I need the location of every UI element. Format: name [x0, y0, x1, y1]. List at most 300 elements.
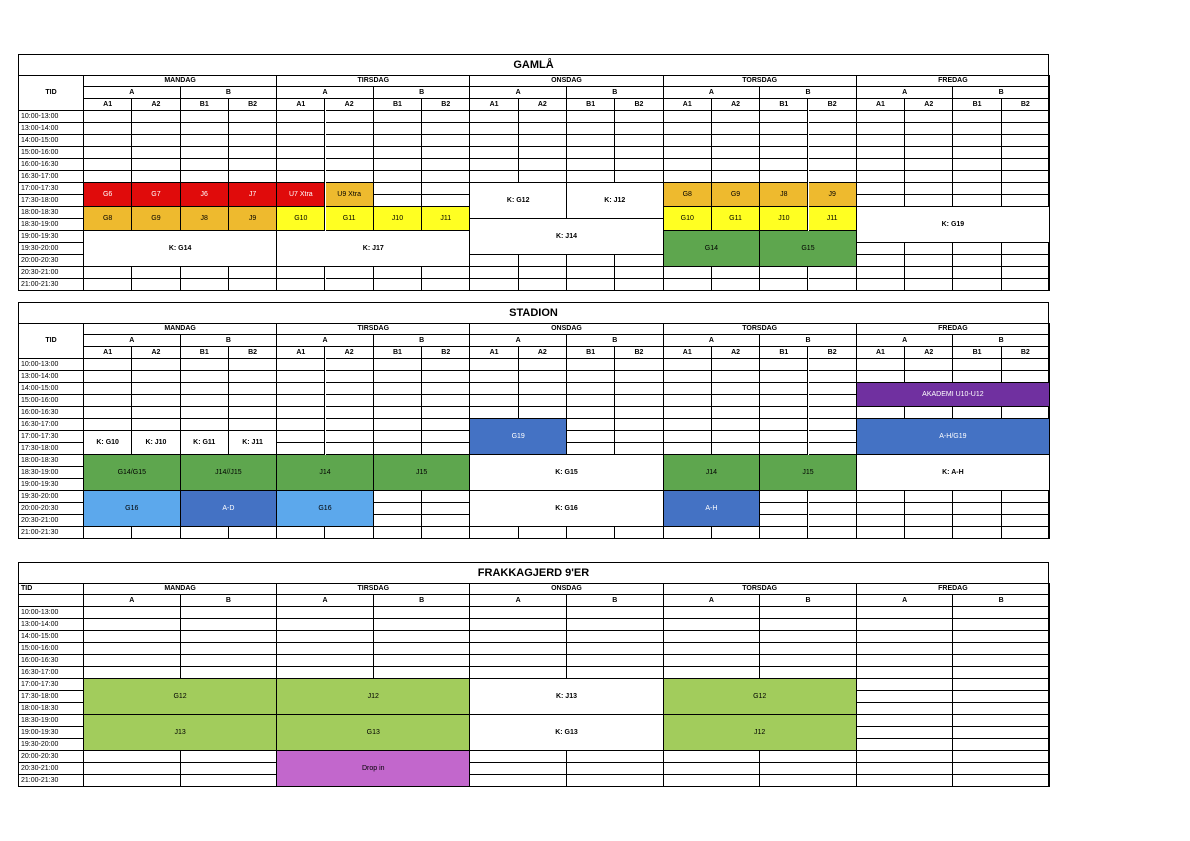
gamla-grid-cell	[905, 123, 953, 135]
gamla-grid-cell	[905, 279, 953, 291]
frakkagjerd-grid-cell	[181, 655, 278, 667]
stadion-grid-cell	[470, 407, 518, 419]
stadion-man-kj10: K: J10	[132, 431, 180, 455]
stadion-title: STADION	[19, 303, 1048, 324]
stadion-grid-cell	[181, 371, 229, 383]
gamla-grid-cell	[760, 279, 808, 291]
frakkagjerd-day-0: MANDAG	[84, 583, 277, 595]
gamla-grid-cell	[181, 159, 229, 171]
stadion-grid-cell	[809, 527, 857, 539]
frakkagjerd-grid-cell	[84, 667, 181, 679]
frakkagjerd-grid-cell	[953, 667, 1050, 679]
stadion-grid-cell	[181, 359, 229, 371]
frakkagjerd-grid-cell	[567, 751, 664, 763]
gamla-grid-cell	[567, 267, 615, 279]
stadion-sub-2-0: A1	[470, 347, 518, 359]
gamla-grid-cell	[905, 171, 953, 183]
stadion-grid-cell	[905, 371, 953, 383]
gamla-grid-cell	[857, 123, 905, 135]
stadion-grid-cell	[374, 443, 422, 455]
gamla-grid-cell	[422, 279, 470, 291]
frakkagjerd-grid-cell	[953, 619, 1050, 631]
frakkagjerd-time-row: 15:00-16:00	[19, 643, 84, 655]
gamla-grid-cell	[84, 135, 132, 147]
gamla-fre-kg19: K: G19	[857, 207, 1050, 243]
stadion-grid-cell	[277, 527, 325, 539]
stadion-grid-cell	[1002, 527, 1050, 539]
gamla-grid-cell	[1002, 243, 1050, 255]
gamla-half-3-1: B	[760, 87, 857, 99]
stadion-grid-cell	[326, 395, 374, 407]
gamla-day-3: TORSDAG	[664, 75, 857, 87]
stadion-day-2: ONSDAG	[470, 323, 663, 335]
frakkagjerd-half-1-0: A	[277, 595, 374, 607]
stadion-grid-cell	[470, 359, 518, 371]
stadion-grid-cell	[374, 515, 422, 527]
stadion-grid-cell	[84, 395, 132, 407]
stadion-grid-cell	[277, 431, 325, 443]
stadion-grid-cell	[615, 383, 663, 395]
gamla-grid-cell	[664, 135, 712, 147]
frakkagjerd-grid-cell	[470, 631, 567, 643]
frakkagjerd-grid-cell	[84, 619, 181, 631]
stadion-grid-cell	[277, 359, 325, 371]
stadion-grid-cell	[422, 515, 470, 527]
stadion-tor-ah: A-H	[664, 491, 761, 527]
gamla-grid-cell	[1002, 135, 1050, 147]
stadion-grid-cell	[470, 527, 518, 539]
frak-tor-j12: J12	[664, 715, 857, 751]
gamla-grid-cell	[422, 111, 470, 123]
gamla-grid-cell	[1002, 123, 1050, 135]
frakkagjerd-grid-cell	[84, 763, 181, 775]
frakkagjerd-time-row: 20:30-21:00	[19, 763, 84, 775]
stadion-half-1-0: A	[277, 335, 374, 347]
gamla-grid-cell	[809, 123, 857, 135]
gamla-schedule-table	[18, 54, 1049, 291]
stadion-grid-cell	[374, 503, 422, 515]
frakkagjerd-grid-cell	[374, 643, 471, 655]
gamla-tor-j11: J11	[809, 207, 857, 231]
gamla-time-row: 15:00-16:00	[19, 147, 84, 159]
gamla-grid-cell	[712, 171, 760, 183]
stadion-man-g16: G16	[84, 491, 181, 527]
stadion-grid-cell	[1002, 503, 1050, 515]
gamla-grid-cell	[326, 171, 374, 183]
gamla-grid-cell	[809, 111, 857, 123]
stadion-half-2-0: A	[470, 335, 567, 347]
gamla-grid-cell	[905, 195, 953, 207]
stadion-half-1-1: B	[374, 335, 471, 347]
stadion-time-row: 14:00-15:00	[19, 383, 84, 395]
frak-tir-g13: G13	[277, 715, 470, 751]
stadion-grid-cell	[712, 359, 760, 371]
stadion-half-4-1: B	[953, 335, 1050, 347]
stadion-grid-cell	[470, 383, 518, 395]
gamla-grid-cell	[567, 255, 615, 267]
gamla-grid-cell	[664, 279, 712, 291]
frak-ons-kj13: K: J13	[470, 679, 663, 715]
stadion-half-0-1: B	[181, 335, 278, 347]
gamla-time-row: 19:00-19:30	[19, 231, 84, 243]
gamla-grid-cell	[422, 183, 470, 195]
frakkagjerd-grid-cell	[857, 679, 954, 691]
frakkagjerd-day-4: FREDAG	[857, 583, 1050, 595]
stadion-grid-cell	[664, 371, 712, 383]
gamla-grid-cell	[712, 267, 760, 279]
gamla-grid-cell	[760, 147, 808, 159]
stadion-man-g14g15: G14/G15	[84, 455, 181, 491]
gamla-grid-cell	[181, 267, 229, 279]
stadion-grid-cell	[905, 503, 953, 515]
gamla-grid-cell	[953, 195, 1001, 207]
stadion-grid-cell	[1002, 359, 1050, 371]
stadion-grid-cell	[374, 407, 422, 419]
gamla-grid-cell	[84, 147, 132, 159]
stadion-grid-cell	[905, 407, 953, 419]
gamla-grid-cell	[374, 123, 422, 135]
gamla-man-j9: J9	[229, 207, 277, 231]
stadion-man-kg11: K: G11	[181, 431, 229, 455]
stadion-man-ad: A-D	[181, 491, 278, 527]
gamla-time-row: 17:00-17:30	[19, 183, 84, 195]
frak-man-j13: J13	[84, 715, 277, 751]
stadion-grid-cell	[84, 419, 132, 431]
gamla-grid-cell	[277, 111, 325, 123]
frakkagjerd-time-row: 18:30-19:00	[19, 715, 84, 727]
stadion-sub-1-2: B1	[374, 347, 422, 359]
stadion-time-row: 17:30-18:00	[19, 443, 84, 455]
stadion-man-kj11: K: J11	[229, 431, 277, 455]
frakkagjerd-time-row: 14:00-15:00	[19, 631, 84, 643]
gamla-grid-cell	[857, 279, 905, 291]
gamla-grid-cell	[326, 147, 374, 159]
stadion-grid-cell	[422, 503, 470, 515]
stadion-sub-2-2: B1	[567, 347, 615, 359]
stadion-grid-cell	[277, 407, 325, 419]
stadion-grid-cell	[422, 527, 470, 539]
gamla-grid-cell	[953, 111, 1001, 123]
frakkagjerd-half-2-1: B	[567, 595, 664, 607]
frakkagjerd-title: FRAKKAGJERD 9'ER	[19, 563, 1048, 584]
stadion-grid-cell	[229, 383, 277, 395]
gamla-grid-cell	[712, 279, 760, 291]
gamla-grid-cell	[470, 267, 518, 279]
stadion-tor-j14: J14	[664, 455, 761, 491]
gamla-man-kg14: K: G14	[84, 231, 277, 267]
stadion-grid-cell	[809, 407, 857, 419]
gamla-grid-cell	[519, 255, 567, 267]
frakkagjerd-grid-cell	[84, 643, 181, 655]
stadion-tir-g16: G16	[277, 491, 374, 527]
stadion-grid-cell	[84, 527, 132, 539]
stadion-grid-cell	[470, 395, 518, 407]
gamla-half-1-0: A	[277, 87, 374, 99]
stadion-sub-0-2: B1	[181, 347, 229, 359]
gamla-grid-cell	[1002, 111, 1050, 123]
frakkagjerd-grid-cell	[760, 763, 857, 775]
gamla-grid-cell	[374, 195, 422, 207]
stadion-grid-cell	[326, 371, 374, 383]
stadion-grid-cell	[519, 407, 567, 419]
frakkagjerd-time-row: 17:00-17:30	[19, 679, 84, 691]
stadion-grid-cell	[809, 395, 857, 407]
stadion-grid-cell	[181, 419, 229, 431]
gamla-grid-cell	[470, 135, 518, 147]
gamla-sub-1-3: B2	[422, 99, 470, 111]
stadion-grid-cell	[615, 443, 663, 455]
frakkagjerd-grid-cell	[953, 643, 1050, 655]
gamla-grid-cell	[905, 135, 953, 147]
stadion-grid-cell	[809, 359, 857, 371]
stadion-grid-cell	[953, 371, 1001, 383]
stadion-grid-cell	[953, 359, 1001, 371]
gamla-sub-4-1: A2	[905, 99, 953, 111]
stadion-grid-cell	[132, 383, 180, 395]
gamla-grid-cell	[953, 171, 1001, 183]
gamla-tir-kj17: K: J17	[277, 231, 470, 267]
frakkagjerd-grid-cell	[760, 631, 857, 643]
gamla-sub-2-3: B2	[615, 99, 663, 111]
stadion-grid-cell	[132, 407, 180, 419]
gamla-day-2: ONSDAG	[470, 75, 663, 87]
gamla-tir-g10: G10	[277, 207, 325, 231]
gamla-grid-cell	[1002, 279, 1050, 291]
frakkagjerd-day-2: ONSDAG	[470, 583, 663, 595]
gamla-grid-cell	[1002, 159, 1050, 171]
frakkagjerd-tid-blank	[19, 595, 84, 607]
frakkagjerd-grid-cell	[567, 643, 664, 655]
frakkagjerd-grid-cell	[567, 631, 664, 643]
stadion-sub-2-1: A2	[519, 347, 567, 359]
stadion-sub-4-0: A1	[857, 347, 905, 359]
frakkagjerd-grid-cell	[760, 643, 857, 655]
gamla-grid-cell	[664, 123, 712, 135]
frakkagjerd-time-row: 21:00-21:30	[19, 775, 84, 787]
stadion-grid-cell	[229, 419, 277, 431]
stadion-half-3-1: B	[760, 335, 857, 347]
stadion-grid-cell	[905, 491, 953, 503]
stadion-grid-cell	[326, 383, 374, 395]
gamla-grid-cell	[326, 111, 374, 123]
gamla-time-row: 19:30-20:00	[19, 243, 84, 255]
stadion-grid-cell	[809, 491, 857, 503]
gamla-grid-cell	[1002, 147, 1050, 159]
frakkagjerd-time-row: 19:30-20:00	[19, 739, 84, 751]
gamla-grid-cell	[857, 147, 905, 159]
stadion-sub-4-1: A2	[905, 347, 953, 359]
stadion-grid-cell	[857, 527, 905, 539]
stadion-grid-cell	[470, 371, 518, 383]
stadion-sub-1-1: A2	[326, 347, 374, 359]
stadion-grid-cell	[953, 527, 1001, 539]
gamla-grid-cell	[664, 159, 712, 171]
gamla-grid-cell	[326, 123, 374, 135]
frakkagjerd-grid-cell	[277, 643, 374, 655]
stadion-grid-cell	[567, 443, 615, 455]
stadion-time-row: 19:30-20:00	[19, 491, 84, 503]
gamla-grid-cell	[181, 147, 229, 159]
gamla-grid-cell	[229, 111, 277, 123]
stadion-grid-cell	[615, 431, 663, 443]
stadion-tir-j15: J15	[374, 455, 471, 491]
stadion-grid-cell	[374, 419, 422, 431]
frakkagjerd-time-row: 16:00-16:30	[19, 655, 84, 667]
stadion-half-4-0: A	[857, 335, 954, 347]
gamla-grid-cell	[470, 255, 518, 267]
gamla-grid-cell	[277, 123, 325, 135]
gamla-grid-cell	[615, 279, 663, 291]
gamla-grid-cell	[422, 171, 470, 183]
gamla-grid-cell	[229, 171, 277, 183]
stadion-ons-kg15: K: G15	[470, 455, 663, 491]
stadion-grid-cell	[84, 359, 132, 371]
gamla-grid-cell	[519, 159, 567, 171]
frakkagjerd-grid-cell	[664, 655, 761, 667]
frakkagjerd-grid-cell	[470, 643, 567, 655]
gamla-day-0: MANDAG	[84, 75, 277, 87]
stadion-day-4: FREDAG	[857, 323, 1050, 335]
gamla-grid-cell	[615, 171, 663, 183]
gamla-grid-cell	[760, 159, 808, 171]
gamla-grid-cell	[277, 147, 325, 159]
stadion-grid-cell	[374, 431, 422, 443]
gamla-half-2-0: A	[470, 87, 567, 99]
gamla-grid-cell	[326, 279, 374, 291]
gamla-half-4-0: A	[857, 87, 954, 99]
gamla-grid-cell	[953, 243, 1001, 255]
stadion-day-3: TORSDAG	[664, 323, 857, 335]
gamla-grid-cell	[132, 111, 180, 123]
gamla-grid-cell	[615, 159, 663, 171]
frakkagjerd-tid-header: TID	[19, 583, 84, 595]
stadion-grid-cell	[519, 383, 567, 395]
stadion-grid-cell	[615, 419, 663, 431]
gamla-grid-cell	[229, 267, 277, 279]
stadion-grid-cell	[422, 491, 470, 503]
stadion-time-row: 19:00-19:30	[19, 479, 84, 491]
frakkagjerd-half-4-0: A	[857, 595, 954, 607]
stadion-grid-cell	[181, 527, 229, 539]
stadion-grid-cell	[567, 359, 615, 371]
stadion-grid-cell	[422, 419, 470, 431]
stadion-grid-cell	[760, 383, 808, 395]
stadion-grid-cell	[277, 383, 325, 395]
stadion-grid-cell	[422, 431, 470, 443]
stadion-grid-cell	[809, 371, 857, 383]
gamla-day-4: FREDAG	[857, 75, 1050, 87]
gamla-grid-cell	[277, 159, 325, 171]
gamla-sub-4-0: A1	[857, 99, 905, 111]
frakkagjerd-grid-cell	[567, 775, 664, 787]
gamla-sub-3-3: B2	[809, 99, 857, 111]
gamla-grid-cell	[905, 255, 953, 267]
gamla-grid-cell	[132, 147, 180, 159]
stadion-grid-cell	[664, 443, 712, 455]
gamla-grid-cell	[326, 135, 374, 147]
gamla-tir-j10: J10	[374, 207, 422, 231]
stadion-grid-cell	[567, 383, 615, 395]
stadion-time-row: 16:00-16:30	[19, 407, 84, 419]
frakkagjerd-time-row: 10:00-13:00	[19, 607, 84, 619]
stadion-grid-cell	[905, 527, 953, 539]
gamla-grid-cell	[519, 279, 567, 291]
stadion-grid-cell	[567, 371, 615, 383]
gamla-tor-g9: G9	[712, 183, 760, 207]
stadion-grid-cell	[760, 515, 808, 527]
frakkagjerd-grid-cell	[857, 727, 954, 739]
stadion-grid-cell	[326, 407, 374, 419]
stadion-tid-header: TID	[19, 323, 84, 359]
frakkagjerd-grid-cell	[760, 607, 857, 619]
stadion-grid-cell	[760, 407, 808, 419]
gamla-sub-0-2: B1	[181, 99, 229, 111]
stadion-grid-cell	[132, 371, 180, 383]
stadion-grid-cell	[857, 503, 905, 515]
gamla-grid-cell	[953, 135, 1001, 147]
gamla-grid-cell	[277, 135, 325, 147]
frakkagjerd-grid-cell	[181, 775, 278, 787]
gamla-grid-cell	[277, 267, 325, 279]
gamla-sub-4-3: B2	[1002, 99, 1050, 111]
frakkagjerd-grid-cell	[857, 775, 954, 787]
stadion-grid-cell	[277, 419, 325, 431]
gamla-grid-cell	[374, 135, 422, 147]
gamla-sub-2-2: B1	[567, 99, 615, 111]
gamla-grid-cell	[277, 279, 325, 291]
stadion-grid-cell	[374, 359, 422, 371]
frak-tir-dropin: Drop in	[277, 751, 470, 787]
gamla-grid-cell	[132, 159, 180, 171]
gamla-half-3-0: A	[664, 87, 761, 99]
stadion-grid-cell	[760, 419, 808, 431]
gamla-grid-cell	[809, 171, 857, 183]
gamla-grid-cell	[905, 243, 953, 255]
stadion-sub-3-2: B1	[760, 347, 808, 359]
stadion-grid-cell	[422, 371, 470, 383]
gamla-grid-cell	[84, 171, 132, 183]
gamla-grid-cell	[181, 171, 229, 183]
gamla-grid-cell	[664, 111, 712, 123]
stadion-ons-g19: G19	[470, 419, 567, 455]
frakkagjerd-grid-cell	[664, 619, 761, 631]
stadion-grid-cell	[953, 515, 1001, 527]
gamla-grid-cell	[422, 147, 470, 159]
stadion-grid-cell	[809, 503, 857, 515]
gamla-grid-cell	[567, 171, 615, 183]
stadion-grid-cell	[567, 407, 615, 419]
stadion-grid-cell	[326, 431, 374, 443]
gamla-grid-cell	[567, 135, 615, 147]
gamla-grid-cell	[857, 267, 905, 279]
gamla-tor-j8: J8	[760, 183, 808, 207]
gamla-sub-1-2: B1	[374, 99, 422, 111]
frakkagjerd-grid-cell	[953, 703, 1050, 715]
gamla-sub-0-3: B2	[229, 99, 277, 111]
stadion-grid-cell	[422, 407, 470, 419]
frakkagjerd-grid-cell	[567, 619, 664, 631]
stadion-grid-cell	[760, 491, 808, 503]
gamla-grid-cell	[953, 267, 1001, 279]
gamla-sub-2-1: A2	[519, 99, 567, 111]
frakkagjerd-grid-cell	[277, 667, 374, 679]
stadion-grid-cell	[953, 503, 1001, 515]
gamla-grid-cell	[84, 279, 132, 291]
stadion-fre-kah: K: A-H	[857, 455, 1050, 491]
gamla-grid-cell	[857, 159, 905, 171]
gamla-grid-cell	[229, 279, 277, 291]
frakkagjerd-grid-cell	[953, 751, 1050, 763]
